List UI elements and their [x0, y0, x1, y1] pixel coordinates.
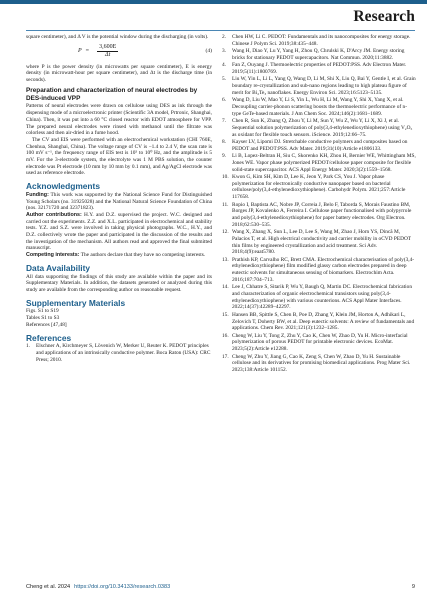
reference-item [222, 354, 416, 374]
reference-text: Lee J, Chhatre S, Sitarik P, Wu Y, Baugh Q, Martin DC. Electrochemical fabrication and characterization of organic electrochemical transistors using poly(3,4-ethylenedioxythiophene) with various counterions. ACS Appl Mater Interfaces. 2022;14(37):42289–42297. [232, 284, 412, 311]
supplementary-item[interactable]: References [47,48] [26, 321, 67, 328]
reference-item [222, 333, 416, 353]
reference-item [222, 34, 416, 47]
reference-text: Wang X, Zhang X, Sun L, Lee D, Lee S, Wang M, Zhao J, Horn YS, Dincă M, Palacios T, et al. High electrical conductivity and carrier mobility in oCVD PEDOT thin films by engineered crystallization and acid treatment. Sci Adv. 2018;4(9):eaat5780. [232, 229, 411, 256]
equation-equals: = [85, 48, 90, 55]
reference-number: 17. [222, 353, 229, 360]
reference-text: Hansen BB, Spittle S, Chen B, Poe D, Zhang Y, Klein JM, Horton A, Adhikari L, Zelovich T, Doherty BW, et al. Deep eutectic solvents: A review of fundamentals and applications. Chem Rev. 2021;121(3):1232–1285. [232, 311, 415, 332]
references-list-left [26, 343, 212, 363]
equation-body [78, 44, 118, 59]
equation-number: (4) [205, 48, 212, 55]
reference-number: 8. [222, 139, 227, 146]
supplementary-list [26, 308, 212, 328]
reference-item [222, 62, 416, 75]
equation-numerator: 3,600E [99, 44, 117, 51]
reference-text: Cheng W, Zhu Y, Jiang G, Cao K, Zeng S, Chen W, Zhao D, Yu H. Sustainable cellulose and its derivatives for promising biomedical applications. Prog Mater Sci. 2023;138:Article 101152. [232, 353, 411, 373]
subsection-paragraph-1: Patterns of neural electrodes were drawn on cellulose using DES as ink through the dispensing mode of a microelectronic printer (Scientific 3A model, Prtronic, Shanghai, China). Then, it was put into a 60 °C closed reactor with EDOT atmosphere for VPP. The prepared neural electrodes were rinsed with methanol until the filtrate was colorless and then air-dried in a fume hood. [26, 103, 212, 137]
left-column [26, 34, 212, 364]
reference-number: 9. [222, 153, 227, 160]
page-footer [26, 584, 415, 590]
reference-text: Chen R, Sun K, Zhang Q, Zhou Y, Li M, Sun Y, Wu Z, Wu Y, Li X, Xi J, et al. Sequential solution polymerization of poly(3,4-ethylenedioxythiophene) using V₂O₅ as oxidant for flexible touch sensors. iScience. 2019;12:66–75. [232, 118, 413, 138]
contributions-label: Author contributions: [26, 211, 82, 218]
acknowledgments-heading: Acknowledgments [26, 181, 100, 192]
reference-item [222, 229, 416, 256]
data-availability-heading: Data Availability [26, 262, 91, 273]
competing-interests-label: Competing interests: [26, 252, 80, 259]
right-column [222, 34, 416, 374]
reference-text: Kwon G, Kim SH, Kim D, Lee K, Jeon Y, Park CS, You J. Vapor phase polymerization for electronically conductive nanopaper based on bacterial cellulose/poly(3,4-ethylenedioxythiophene). Carbohydr Polym. 2021;257:Article 117658. [232, 174, 406, 201]
footer-doi-link[interactable]: https://doi.org/10.34133/research.0383 [74, 584, 171, 590]
page-number: 9 [411, 584, 415, 590]
supplementary-item[interactable]: Tables S1 to S3 [26, 315, 60, 322]
funding-label: Funding: [26, 191, 49, 198]
contributions-text: H.Y. and D.Z. supervised the project. W.C. designed and carried out the experiments. Z.Z. and X.L. participated in electrochemical and stability tests. Y.Z. and S.Z. were involved in taking physical photographs. W.C., H.Y., and D.Z. collectively wrote the paper and participated in the discussion of the results and the investigation of the mechanism. All authors read and approved the final submitted manuscript. [26, 211, 213, 252]
equation-fraction [97, 44, 118, 59]
equation-4 [26, 42, 212, 62]
footer-authors: Cheng et al. 2024 [26, 584, 71, 590]
supplementary-item[interactable]: Figs. S1 to S19 [26, 308, 59, 315]
reference-text: Fan Z, Ouyang J. Thermoelectric properties of PEDOT:PSS. Adv Electron Mater. 2019;5(11):1800769. [232, 62, 407, 76]
reference-text: Liu W, Yin L, Li L, Yang Q, Wang D, Li M, Shi X, Liu Q, Bai Y, Gentle I, et al. Grain boundary re-crystallization and sub-nano regions leading to high plateau figure of merit for Bi₂Te₃ nanoflakes. Energy Environ Sci. 2023;16:5123–5135. [232, 76, 416, 96]
reference-text: Li B, Lopez-Beltran H, Siu C, Skorenko KH, Zhou H, Bernier WE, Whittingham MS, Jones WE. Vapor phase polymerized PEDOT/cellulose paper composite for flexible solid-state supercapacitor. ACS Appl Energy Mater. 2020;3(2):1559–1568. [232, 153, 416, 173]
header-accent-bar [0, 0, 427, 4]
reference-text: Chen HW, Li C. PEDOT: Fundamentals and its nanocomposites for energy storage. Chinese J Polym Sci. 2019;38:435–448. [232, 34, 411, 47]
journal-title: Research [353, 8, 415, 25]
reference-text: Kayser LV, Lipomi DJ. Stretchable conductive polymers and composites based on PEDOT and PEDOT:PSS. Adv Mater. 2019;31(10):Article e1806133. [232, 139, 408, 152]
equation-denominator: Δt [105, 52, 111, 59]
reference-item [222, 153, 416, 173]
funding-text: This work was supported by the National Science Fund for Distinguished Young Scholars (no. 31925028) and the National Natural Science Foundation of China (nos. 32171720 and 32371823). [26, 191, 212, 212]
reference-text: Ropio I, Baptista AC, Nobre JP, Correia J, Belo F, Taborda S, Morais Faustino BM, Borges JP, Kovalenko A, Ferreira I. Cellulose paper functionalised with polypyrrole and poly(3,4-ethylenedioxythiophene) for paper battery electrodes. Org Electron. 2018;62:530–535. [232, 201, 412, 228]
equation-lhs: P [78, 48, 82, 55]
reference-text: Elschner A, Kirchmeyer S, Lövenich W, Merker U, Reuter K. PEDOT principles and applications of an intrinsically conductive polymer. Boca Raton (USA): CRC Press; 2010. [36, 343, 211, 363]
reference-number: 3. [222, 48, 227, 55]
reference-item [222, 97, 416, 117]
references-heading: References [26, 332, 72, 343]
reference-number: 7. [222, 118, 227, 125]
reference-number: 11. [222, 201, 229, 208]
references-list-right [222, 34, 416, 374]
contributions-paragraph [26, 212, 212, 252]
competing-interests-text: The authors declare that they have no competing interests. [80, 252, 206, 259]
reference-number: 5. [222, 76, 227, 83]
footer-citation [26, 584, 170, 590]
reference-item [222, 48, 416, 61]
after-equation-paragraph: where P is the power density (in microwatts per square centimeter), E is energy density (in microwatt-hour per square centimeter), and Δt is the discharge time (in seconds). [26, 63, 212, 84]
supplementary-heading: Supplementary Materials [26, 297, 126, 308]
reference-number: 1. [26, 343, 31, 350]
reference-number: 15. [222, 311, 229, 318]
reference-item [222, 174, 416, 201]
competing-interests-paragraph [26, 252, 212, 259]
reference-text: Prathish KP, Carvalho RC, Brett CMA. Electrochemical characterisation of poly(3,4-ethylenedioxythiophene) film modified glassy carbon electrodes prepared in deep eutectic solvents for simultaneous sensing of biomarkers. Electrochim Acta. 2016;187:704–713. [232, 256, 415, 283]
data-availability-text: All data supporting the findings of this study are available within the paper and its Supplementary Materials. In addition, the datasets generated or analyzed during this study are available from the corresponding author on reasonable request. [26, 273, 212, 293]
subsection-title: Preparation and characterization of neural electrodes by DES-induced VPP [26, 86, 198, 102]
reference-item [222, 257, 416, 284]
reference-item [222, 312, 416, 332]
reference-item [222, 139, 416, 152]
funding-paragraph [26, 192, 212, 212]
subsection-paragraph-2: The CV and EIS were performed with an electrochemical workstation (CHI 760E, Chenhua, Shanghai, China). The voltage range of CV is −1.4 to 2.4 V, the scan rate is 100 mV s⁻¹, the frequency range of EIS test is 10⁵ to 10⁰ Hz, and the amplitude is 5 mV. For the 3-electrode system, the electrolyte was 1 M PBS solution, the counter electrode was Pt electrode (10 mm by 10 mm by 0.1 mm), and Ag/AgCl electrode was used as reference electrode. [26, 136, 212, 177]
reference-number: 6. [222, 97, 227, 104]
reference-number: 10. [222, 174, 229, 181]
reference-number: 13. [222, 256, 229, 263]
reference-text: Wang H, Diao Y, Lu Y, Yang H, Zhou Q, Chrulski K, D'Arcy JM. Energy storing bricks for stationary PEDOT supercapacitors. Nat Commun. 2020;11:3882. [232, 48, 405, 61]
reference-text: Wang D, Liu W, Mao Y, Li S, Yin L, Wu H, Li M, Wang Y, Shi X, Yang X, et al. Decoupling carrier-phonon scattering boosts the thermoelectric performance of n-type GeTe-based materials. J Am Chem Soc. 2024;146(2):1681–1689. [232, 97, 407, 117]
reference-item [222, 76, 416, 96]
reference-number: 4. [222, 62, 227, 69]
reference-item [222, 118, 416, 138]
reference-item [222, 202, 416, 229]
reference-number: 2. [222, 34, 227, 40]
reference-number: 12. [222, 229, 229, 236]
reference-number: 14. [222, 284, 229, 291]
intro-paragraph: square centimeter), and Δ V is the potential window during the discharging (in volts). [26, 34, 209, 40]
reference-number: 16. [222, 332, 229, 339]
reference-item [222, 284, 416, 311]
reference-text: Cheng W, Liu Y, Tong Z, Zhu Y, Cao K, Chen W, Zhao D, Yu H. Micro-interfacial polymerization of porous PEDOT for printable electronic devices. EcoMat. 2023;5(2):Article e12288. [232, 332, 408, 353]
reference-item [26, 343, 212, 363]
header-rule [26, 30, 415, 31]
